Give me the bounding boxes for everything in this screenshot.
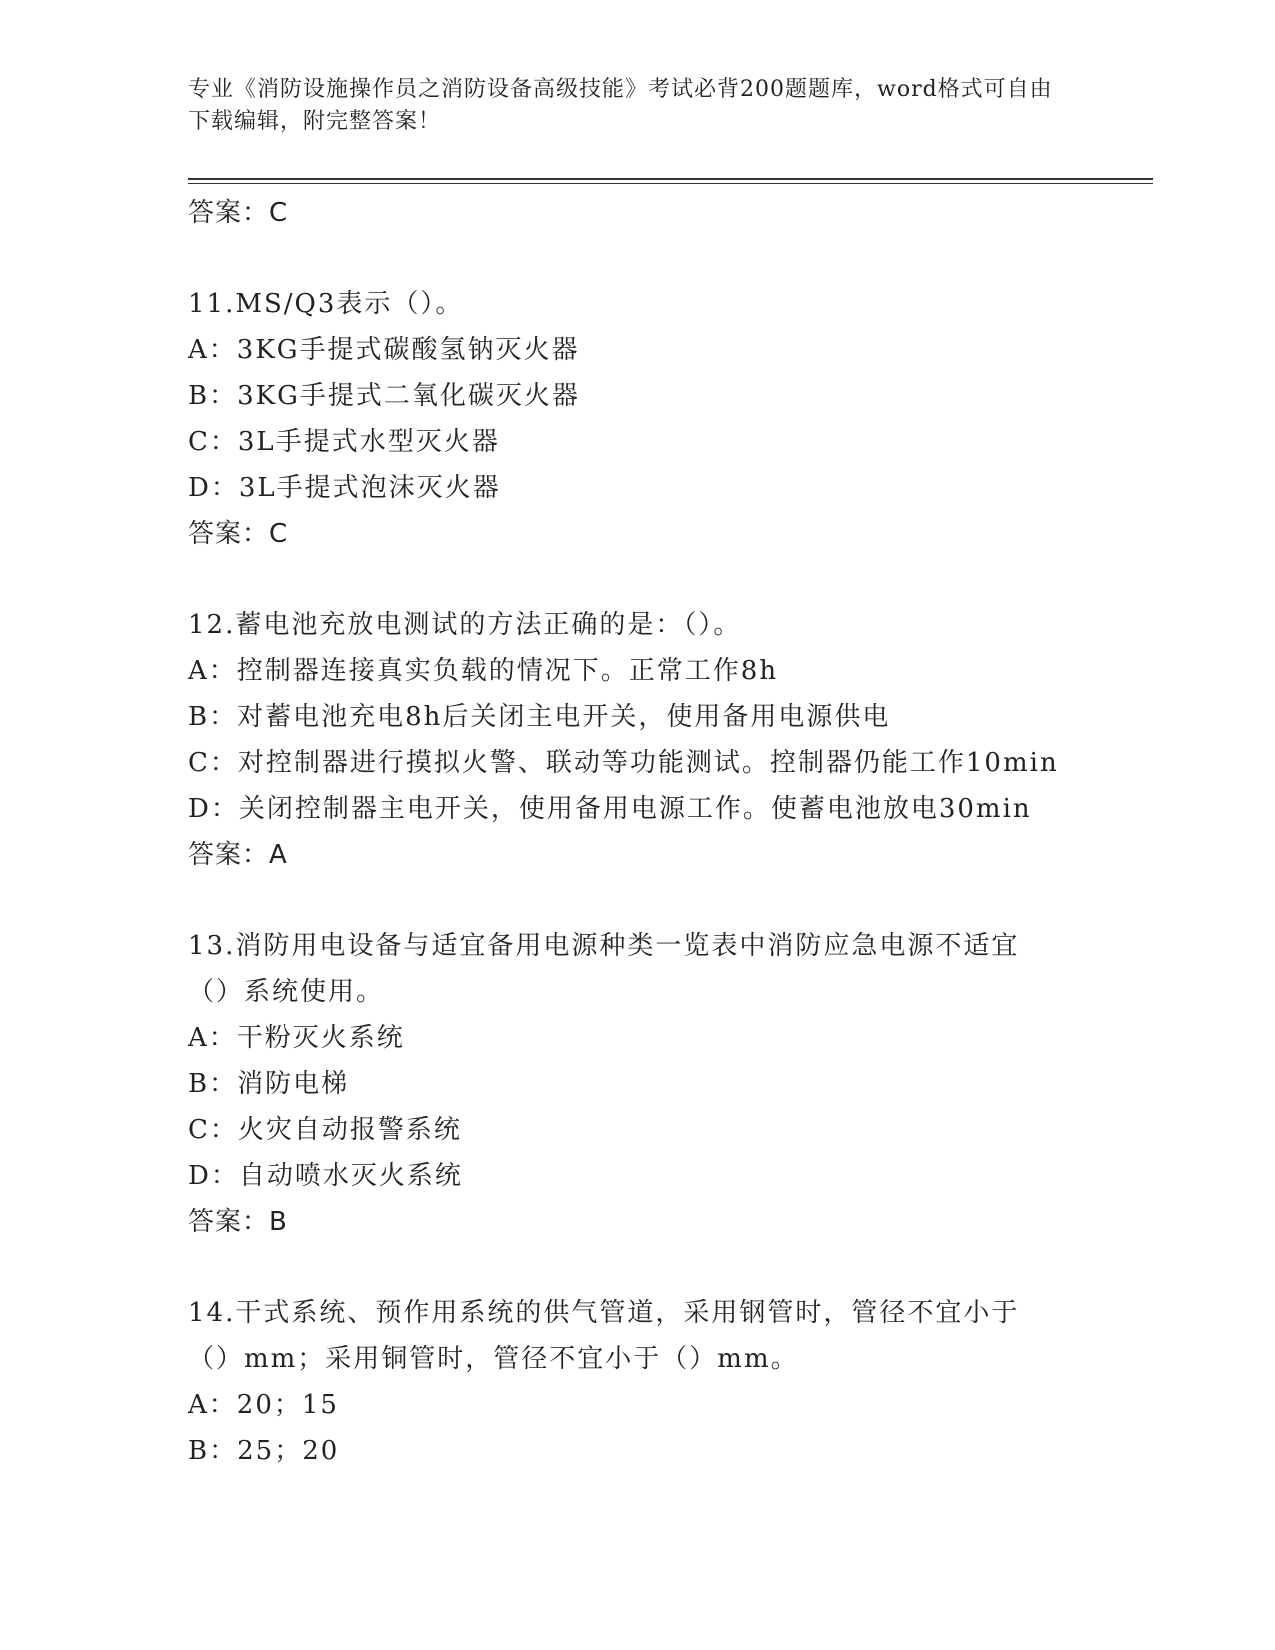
option-d: D：自动喷水灭火系统	[188, 1161, 463, 1191]
option-d: D：关闭控制器主电开关，使用备用电源工作。使蓄电池放电30min	[188, 794, 1032, 824]
question-11	[188, 281, 1088, 557]
option-b: B：25；20	[188, 1436, 340, 1466]
option-a: A：控制器连接真实负载的情况下。正常工作8h	[188, 656, 779, 686]
option-b: B：消防电梯	[188, 1069, 350, 1099]
answer-line: 答案：C	[188, 519, 289, 549]
option-d: D：3L手提式泡沫灭火器	[188, 473, 501, 503]
option-a: A：20；15	[188, 1390, 339, 1420]
header-divider-thin	[188, 183, 1153, 184]
option-c: C：火灾自动报警系统	[188, 1115, 462, 1145]
option-a: A：3KG手提式碳酸氢钠灭火器	[188, 335, 580, 365]
answer-line: 答案：A	[188, 840, 288, 870]
question-stem: 13.消防用电设备与适宜备用电源种类一览表中消防应急电源不适宜（）系统使用。	[188, 931, 1020, 1007]
question-12	[188, 602, 1088, 878]
document-header: 专业《消防设施操作员之消防设备高级技能》考试必背200题题库，word格式可自由下载编辑，附完整答案！	[188, 77, 1053, 134]
option-b: B：3KG手提式二氧化碳灭火器	[188, 381, 580, 411]
header-divider	[188, 178, 1153, 180]
option-c: C：对控制器进行摸拟火警、联动等功能测试。控制器仍能工作10min	[188, 748, 1059, 778]
option-a: A：干粉灭火系统	[188, 1023, 405, 1053]
answer-line: 答案：C	[188, 198, 289, 228]
question-stem: 12.蓄电池充放电测试的方法正确的是：（）。	[188, 610, 742, 640]
question-stem: 14.干式系统、预作用系统的供气管道，采用钢管时，管径不宜小于（）mm；采用铜管时，管径不宜小于（）mm。	[188, 1298, 1020, 1374]
option-c: C：3L手提式水型灭火器	[188, 427, 500, 457]
question-stem: 11.MS/Q3表示（）。	[188, 289, 464, 319]
question-14	[188, 1290, 1088, 1474]
answer-line: 答案：B	[188, 1207, 288, 1237]
option-b: B：对蓄电池充电8h后关闭主电开关，使用备用电源供电	[188, 702, 891, 732]
question-list	[188, 190, 1088, 1474]
question-13	[188, 923, 1088, 1245]
